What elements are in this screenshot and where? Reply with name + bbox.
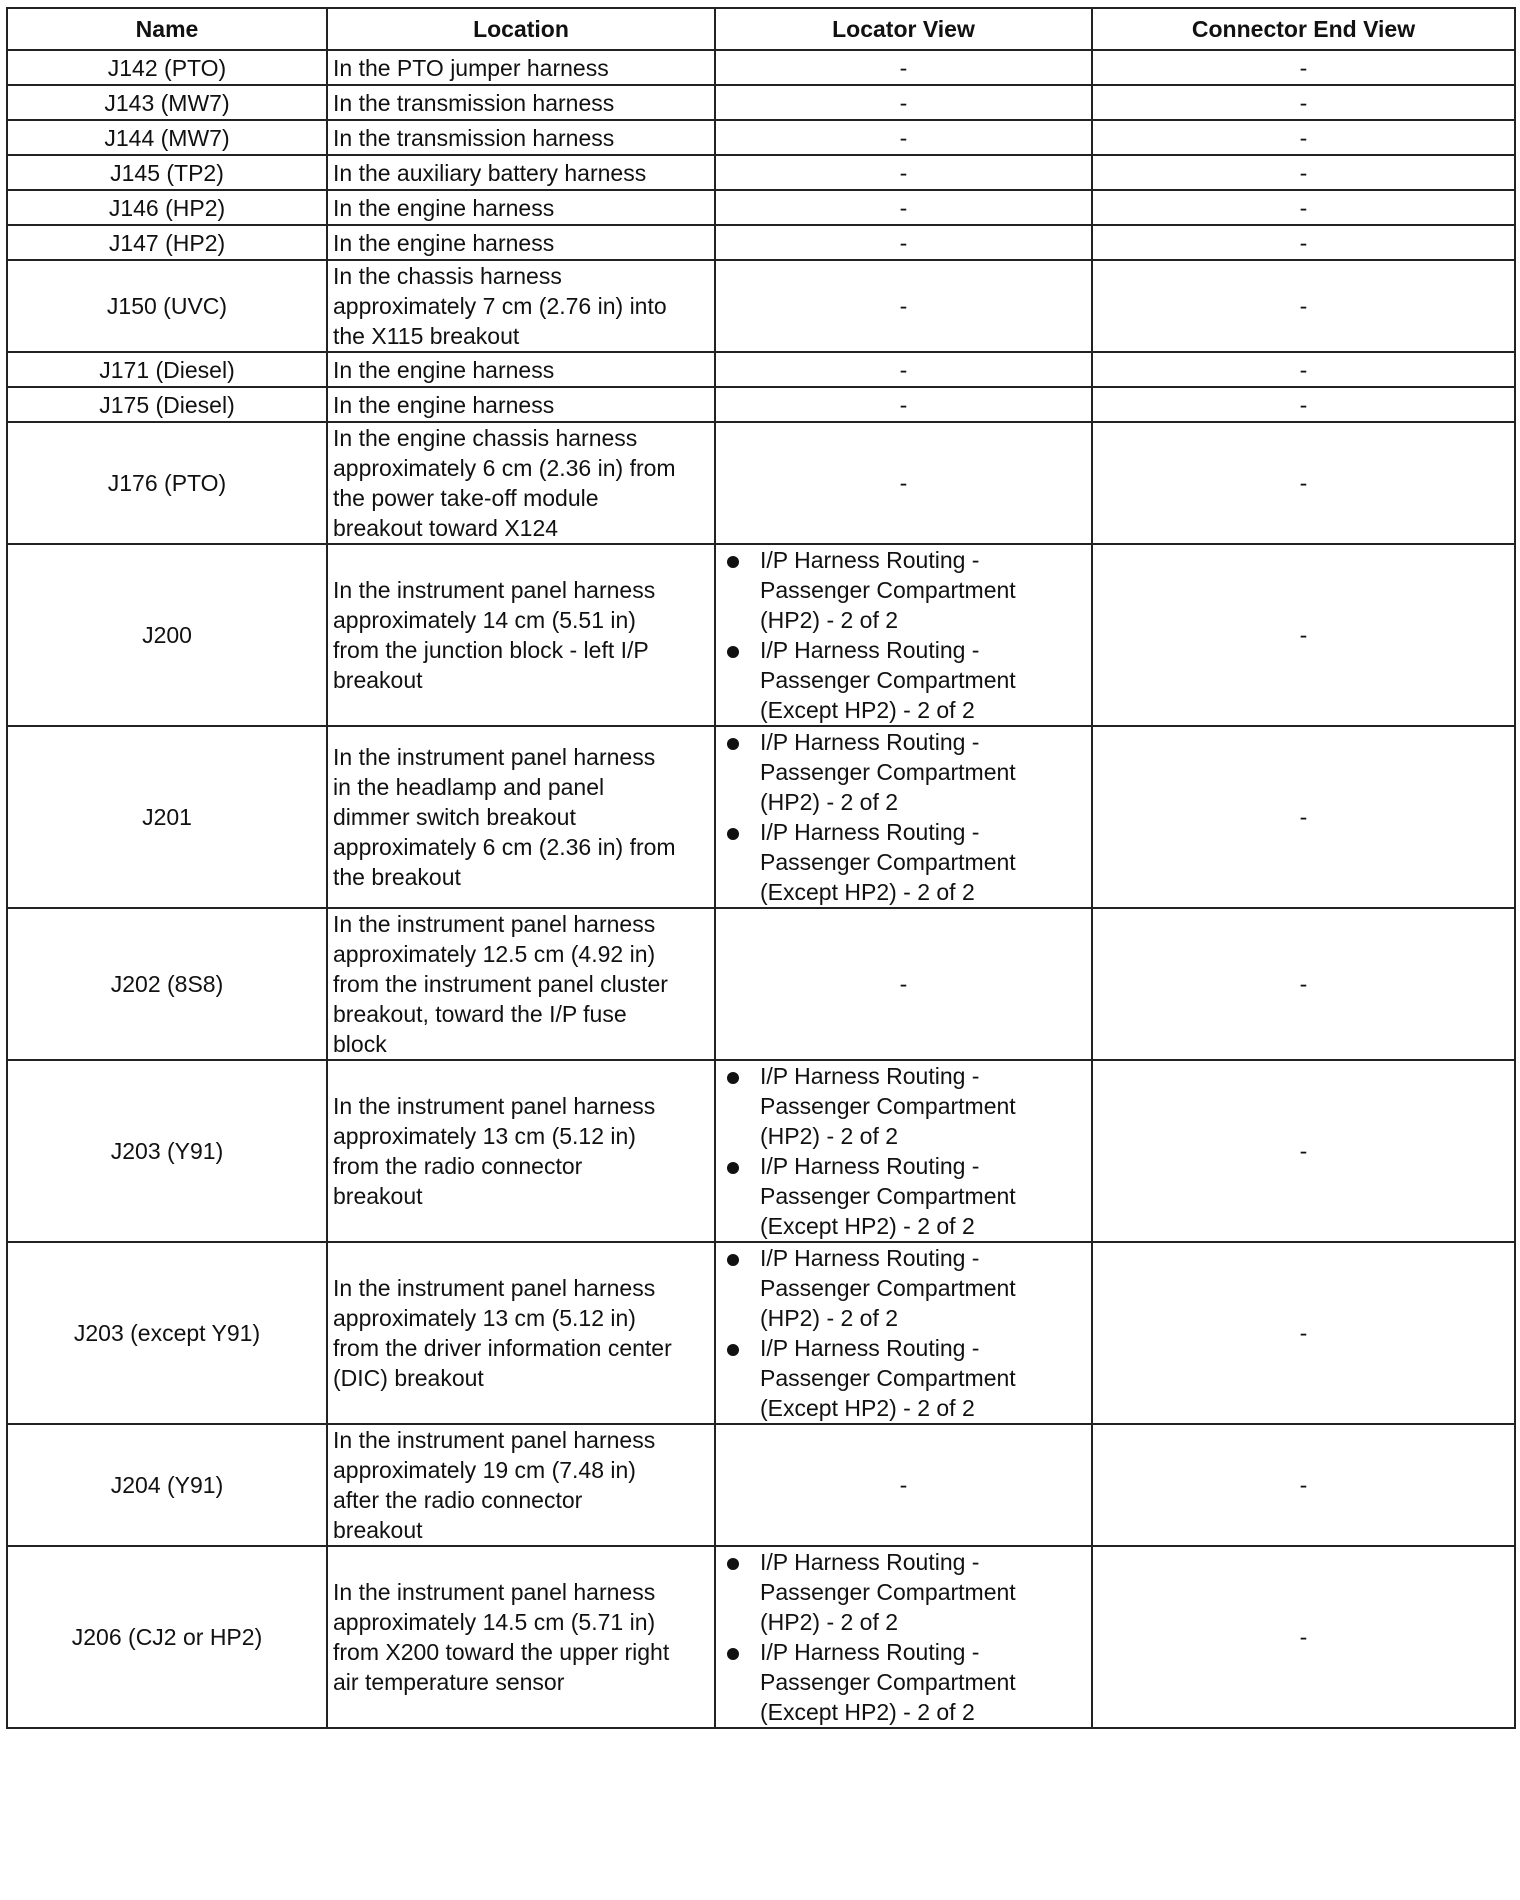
location-line: In the transmission harness bbox=[333, 89, 615, 116]
locator-view-line: (HP2) - 2 of 2 bbox=[760, 1609, 899, 1635]
cell-connector-end-view: - bbox=[1092, 120, 1515, 155]
table-row bbox=[7, 85, 1515, 120]
cell-connector-end-view: - bbox=[1092, 260, 1515, 352]
locator-view-list bbox=[721, 727, 1086, 907]
location-line: breakout toward X124 bbox=[333, 515, 559, 541]
cell-name: J206 (CJ2 or HP2) bbox=[7, 1546, 327, 1728]
location-line: breakout, toward the I/P fuse bbox=[333, 1001, 627, 1027]
locator-view-list bbox=[721, 545, 1086, 725]
header-location: Location bbox=[327, 8, 715, 50]
cell-connector-end-view: - bbox=[1092, 190, 1515, 225]
location-line: (DIC) breakout bbox=[333, 1365, 484, 1391]
table-row bbox=[7, 352, 1515, 387]
locator-view-list bbox=[721, 1061, 1086, 1241]
locator-view-item bbox=[721, 545, 1086, 635]
locator-view-line: (HP2) - 2 of 2 bbox=[760, 1123, 899, 1149]
cell-name: J203 (except Y91) bbox=[7, 1242, 327, 1424]
locator-view-line: Passenger Compartment bbox=[760, 1183, 1016, 1209]
table-row bbox=[7, 1424, 1515, 1546]
header-connector-end-view: Connector End View bbox=[1092, 8, 1515, 50]
location-line: approximately 13 cm (5.12 in) bbox=[333, 1305, 636, 1331]
cell-connector-end-view: - bbox=[1092, 422, 1515, 544]
cell-name: J201 bbox=[7, 726, 327, 908]
locator-view-line: Passenger Compartment bbox=[760, 1275, 1016, 1301]
cell-name: J146 (HP2) bbox=[7, 190, 327, 225]
cell-connector-end-view: - bbox=[1092, 1242, 1515, 1424]
locator-view-list bbox=[721, 1547, 1086, 1727]
locator-view-line: I/P Harness Routing - bbox=[760, 819, 980, 845]
location-line: In the instrument panel harness bbox=[333, 911, 656, 937]
cell-locator-view: - bbox=[715, 225, 1092, 260]
locator-view-item bbox=[721, 1547, 1086, 1637]
table-row bbox=[7, 1546, 1515, 1728]
locator-view-line: Passenger Compartment bbox=[760, 1579, 1016, 1605]
cell-location bbox=[327, 225, 715, 260]
locator-view-line: I/P Harness Routing - bbox=[760, 637, 980, 663]
location-line: from the radio connector bbox=[333, 1153, 583, 1179]
cell-name: J200 bbox=[7, 544, 327, 726]
cell-locator-view bbox=[715, 726, 1092, 908]
locator-view-line: (HP2) - 2 of 2 bbox=[760, 1305, 899, 1331]
cell-location bbox=[327, 1242, 715, 1424]
cell-location bbox=[327, 908, 715, 1060]
locator-view-line: Passenger Compartment bbox=[760, 759, 1016, 785]
location-line: approximately 6 cm (2.36 in) from bbox=[333, 834, 676, 860]
location-line: In the engine harness bbox=[333, 391, 555, 418]
location-line: approximately 14 cm (5.51 in) bbox=[333, 607, 636, 633]
locator-view-line: Passenger Compartment bbox=[760, 1669, 1016, 1695]
location-line: approximately 7 cm (2.76 in) into bbox=[333, 293, 667, 319]
location-line: In the engine harness bbox=[333, 194, 555, 221]
locator-view-item bbox=[721, 817, 1086, 907]
cell-connector-end-view: - bbox=[1092, 1546, 1515, 1728]
locator-view-line: (Except HP2) - 2 of 2 bbox=[760, 879, 975, 905]
cell-location bbox=[327, 120, 715, 155]
cell-locator-view: - bbox=[715, 1424, 1092, 1546]
cell-connector-end-view: - bbox=[1092, 387, 1515, 422]
cell-location bbox=[327, 726, 715, 908]
locator-view-line: Passenger Compartment bbox=[760, 1365, 1016, 1391]
table-row bbox=[7, 422, 1515, 544]
locator-view-line: I/P Harness Routing - bbox=[760, 1063, 980, 1089]
cell-locator-view: - bbox=[715, 260, 1092, 352]
cell-location bbox=[327, 260, 715, 352]
table-row bbox=[7, 260, 1515, 352]
location-line: in the headlamp and panel bbox=[333, 774, 605, 800]
location-line: the X115 breakout bbox=[333, 323, 520, 349]
header-locator-view: Locator View bbox=[715, 8, 1092, 50]
header-name: Name bbox=[7, 8, 327, 50]
table-row bbox=[7, 155, 1515, 190]
cell-name: J204 (Y91) bbox=[7, 1424, 327, 1546]
cell-locator-view: - bbox=[715, 120, 1092, 155]
cell-location bbox=[327, 1546, 715, 1728]
locator-view-line: (Except HP2) - 2 of 2 bbox=[760, 1213, 975, 1239]
locator-view-item bbox=[721, 1243, 1086, 1333]
table-row bbox=[7, 120, 1515, 155]
cell-locator-view bbox=[715, 1242, 1092, 1424]
cell-connector-end-view: - bbox=[1092, 908, 1515, 1060]
location-line: breakout bbox=[333, 1517, 423, 1543]
cell-location bbox=[327, 387, 715, 422]
cell-location bbox=[327, 50, 715, 85]
cell-connector-end-view: - bbox=[1092, 544, 1515, 726]
cell-locator-view: - bbox=[715, 155, 1092, 190]
table-row bbox=[7, 225, 1515, 260]
table-body bbox=[7, 50, 1515, 1728]
location-line: from the instrument panel cluster bbox=[333, 971, 668, 997]
locator-view-line: Passenger Compartment bbox=[760, 849, 1016, 875]
locator-view-line: I/P Harness Routing - bbox=[760, 1245, 980, 1271]
location-line: In the transmission harness bbox=[333, 124, 615, 151]
cell-location bbox=[327, 155, 715, 190]
location-line: In the chassis harness bbox=[333, 263, 562, 289]
cell-name: J150 (UVC) bbox=[7, 260, 327, 352]
location-line: In the auxiliary battery harness bbox=[333, 159, 647, 186]
locator-view-line: (Except HP2) - 2 of 2 bbox=[760, 697, 975, 723]
location-line: block bbox=[333, 1031, 387, 1057]
cell-location bbox=[327, 544, 715, 726]
location-line: the breakout bbox=[333, 864, 461, 890]
cell-name: J145 (TP2) bbox=[7, 155, 327, 190]
cell-name: J147 (HP2) bbox=[7, 225, 327, 260]
location-line: approximately 12.5 cm (4.92 in) bbox=[333, 941, 656, 967]
splice-table bbox=[6, 7, 1516, 1729]
cell-connector-end-view: - bbox=[1092, 1424, 1515, 1546]
cell-name: J175 (Diesel) bbox=[7, 387, 327, 422]
cell-connector-end-view: - bbox=[1092, 85, 1515, 120]
table-row bbox=[7, 908, 1515, 1060]
location-line: air temperature sensor bbox=[333, 1669, 565, 1695]
cell-locator-view: - bbox=[715, 85, 1092, 120]
header-row bbox=[7, 8, 1515, 50]
location-line: In the instrument panel harness bbox=[333, 1579, 656, 1605]
locator-view-line: (HP2) - 2 of 2 bbox=[760, 607, 899, 633]
location-line: approximately 19 cm (7.48 in) bbox=[333, 1457, 636, 1483]
locator-view-line: (Except HP2) - 2 of 2 bbox=[760, 1395, 975, 1421]
locator-view-line: I/P Harness Routing - bbox=[760, 1639, 980, 1665]
table-row bbox=[7, 1060, 1515, 1242]
locator-view-item bbox=[721, 1151, 1086, 1241]
locator-view-line: (Except HP2) - 2 of 2 bbox=[760, 1699, 975, 1725]
location-line: from the junction block - left I/P bbox=[333, 637, 649, 663]
cell-name: J144 (MW7) bbox=[7, 120, 327, 155]
location-line: from the driver information center bbox=[333, 1335, 672, 1361]
cell-locator-view: - bbox=[715, 190, 1092, 225]
location-line: In the instrument panel harness bbox=[333, 1275, 656, 1301]
location-line: In the instrument panel harness bbox=[333, 1427, 656, 1453]
location-line: In the engine harness bbox=[333, 356, 555, 383]
cell-connector-end-view: - bbox=[1092, 155, 1515, 190]
location-line: the power take-off module bbox=[333, 485, 599, 511]
cell-locator-view: - bbox=[715, 352, 1092, 387]
cell-connector-end-view: - bbox=[1092, 225, 1515, 260]
locator-view-line: Passenger Compartment bbox=[760, 667, 1016, 693]
table-row bbox=[7, 50, 1515, 85]
cell-name: J171 (Diesel) bbox=[7, 352, 327, 387]
locator-view-line: I/P Harness Routing - bbox=[760, 547, 980, 573]
table-row bbox=[7, 190, 1515, 225]
cell-location bbox=[327, 190, 715, 225]
locator-view-line: (HP2) - 2 of 2 bbox=[760, 789, 899, 815]
cell-locator-view: - bbox=[715, 50, 1092, 85]
cell-location bbox=[327, 1060, 715, 1242]
cell-location bbox=[327, 352, 715, 387]
locator-view-line: I/P Harness Routing - bbox=[760, 1335, 980, 1361]
table-row bbox=[7, 726, 1515, 908]
cell-location bbox=[327, 85, 715, 120]
location-line: approximately 14.5 cm (5.71 in) bbox=[333, 1609, 656, 1635]
cell-name: J142 (PTO) bbox=[7, 50, 327, 85]
location-line: In the PTO jumper harness bbox=[333, 54, 609, 81]
locator-view-item bbox=[721, 1333, 1086, 1423]
location-line: from X200 toward the upper right bbox=[333, 1639, 670, 1665]
cell-location bbox=[327, 1424, 715, 1546]
locator-view-line: Passenger Compartment bbox=[760, 577, 1016, 603]
locator-view-line: I/P Harness Routing - bbox=[760, 1153, 980, 1179]
location-line: In the engine harness bbox=[333, 229, 555, 256]
cell-locator-view bbox=[715, 1546, 1092, 1728]
cell-connector-end-view: - bbox=[1092, 352, 1515, 387]
cell-locator-view: - bbox=[715, 908, 1092, 1060]
table-row bbox=[7, 544, 1515, 726]
location-line: breakout bbox=[333, 1183, 423, 1209]
table-row bbox=[7, 387, 1515, 422]
location-line: In the instrument panel harness bbox=[333, 577, 656, 603]
locator-view-line: Passenger Compartment bbox=[760, 1093, 1016, 1119]
cell-locator-view: - bbox=[715, 422, 1092, 544]
cell-connector-end-view: - bbox=[1092, 50, 1515, 85]
locator-view-line: I/P Harness Routing - bbox=[760, 729, 980, 755]
cell-name: J202 (8S8) bbox=[7, 908, 327, 1060]
cell-name: J143 (MW7) bbox=[7, 85, 327, 120]
cell-name: J203 (Y91) bbox=[7, 1060, 327, 1242]
location-line: approximately 6 cm (2.36 in) from bbox=[333, 455, 676, 481]
location-line: breakout bbox=[333, 667, 423, 693]
locator-view-item bbox=[721, 727, 1086, 817]
locator-view-item bbox=[721, 1637, 1086, 1727]
table-row bbox=[7, 1242, 1515, 1424]
locator-view-item bbox=[721, 635, 1086, 725]
location-line: approximately 13 cm (5.12 in) bbox=[333, 1123, 636, 1149]
locator-view-list bbox=[721, 1243, 1086, 1423]
cell-location bbox=[327, 422, 715, 544]
location-line: In the instrument panel harness bbox=[333, 744, 656, 770]
location-line: In the instrument panel harness bbox=[333, 1093, 656, 1119]
cell-name: J176 (PTO) bbox=[7, 422, 327, 544]
location-line: dimmer switch breakout bbox=[333, 804, 576, 830]
location-line: In the engine chassis harness bbox=[333, 425, 638, 451]
location-line: after the radio connector bbox=[333, 1487, 583, 1513]
cell-locator-view bbox=[715, 1060, 1092, 1242]
cell-connector-end-view: - bbox=[1092, 1060, 1515, 1242]
cell-locator-view bbox=[715, 544, 1092, 726]
locator-view-line: I/P Harness Routing - bbox=[760, 1549, 980, 1575]
cell-locator-view: - bbox=[715, 387, 1092, 422]
locator-view-item bbox=[721, 1061, 1086, 1151]
cell-connector-end-view: - bbox=[1092, 726, 1515, 908]
